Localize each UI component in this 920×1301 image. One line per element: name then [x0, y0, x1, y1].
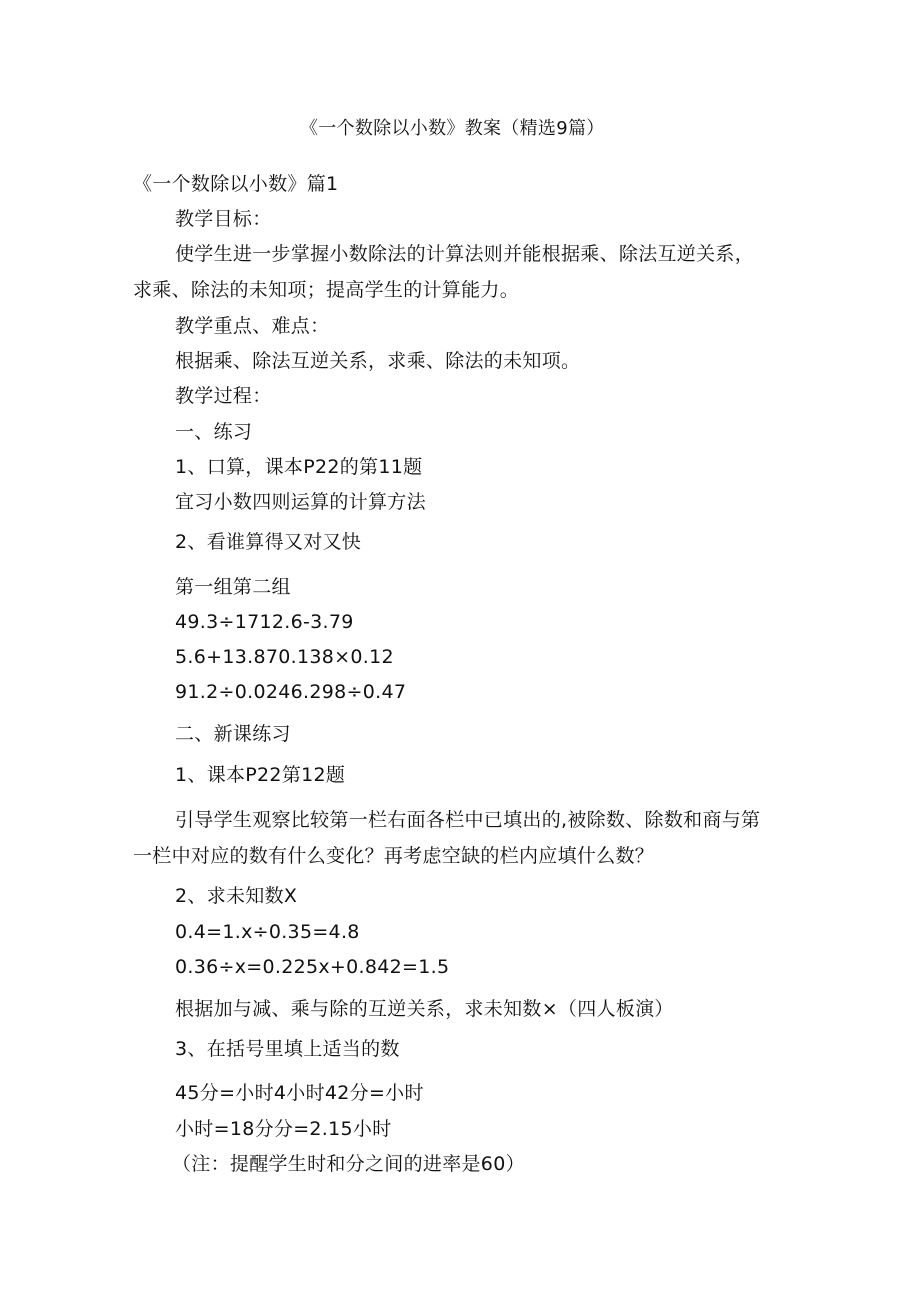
paragraph-new-lesson-heading: 二、新课练习 [175, 723, 291, 745]
math-line-7: 小时=18分分=2.15小时 [175, 1118, 392, 1140]
paragraph-guide-students: 引导学生观察比较第一栏右面各栏中已填出的,被除数、除数和商与第 [175, 809, 761, 831]
paragraph-speed-calc: 2、看谁算得又对又快 [175, 531, 362, 553]
paragraph-process-heading: 教学过程： [175, 385, 272, 407]
paragraph-teaching-goals-cont: 求乘、除法的未知项；提高学生的计算能力。 [133, 279, 520, 301]
paragraph-inverse-relation: 根据加与减、乘与除的互逆关系，求未知数×（四人板演） [175, 998, 674, 1020]
paragraph-teaching-goals: 使学生进一步掌握小数除法的计算法则并能根据乘、除法互逆关系， [175, 243, 755, 265]
math-line-3: 91.2÷0.0246.298÷0.47 [175, 681, 407, 703]
paragraph-review-method: 宜习小数四则运算的计算方法 [175, 491, 426, 513]
math-line-4: 0.4=1.x÷0.35=4.8 [175, 921, 360, 943]
math-line-1: 49.3÷1712.6-3.79 [175, 611, 354, 633]
document-title: 《一个数除以小数》教案（精选9篇） [300, 118, 605, 139]
math-line-2: 5.6+13.870.138×0.12 [175, 646, 394, 668]
paragraph-teaching-goals-heading: 教学目标： [175, 208, 272, 230]
paragraph-key-points-heading: 教学重点、难点： [175, 315, 330, 337]
paragraph-guide-students-cont: 一栏中对应的数有什么变化？再考虑空缺的栏内应填什么数？ [133, 845, 655, 867]
paragraph-textbook-item: 1、课本P22第12题 [175, 764, 346, 786]
paragraph-find-unknown: 2、求未知数X [175, 885, 298, 907]
section-title: 《一个数除以小数》篇1 [133, 173, 339, 195]
paragraph-groups: 第一组第二组 [175, 576, 291, 598]
paragraph-note: （注：提醒学生时和分之间的进率是60） [172, 1153, 525, 1175]
math-line-5: 0.36÷x=0.225x+0.842=1.5 [175, 956, 450, 978]
paragraph-exercise-heading: 一、练习 [175, 421, 253, 443]
paragraph-key-points: 根据乘、除法互逆关系，求乘、除法的未知项。 [175, 350, 581, 372]
math-line-6: 45分=小时4小时42分=小时 [175, 1082, 424, 1104]
paragraph-oral-calc: 1、口算，课本P22的第11题 [175, 456, 423, 478]
paragraph-fill-brackets: 3、在括号里填上适当的数 [175, 1038, 400, 1060]
